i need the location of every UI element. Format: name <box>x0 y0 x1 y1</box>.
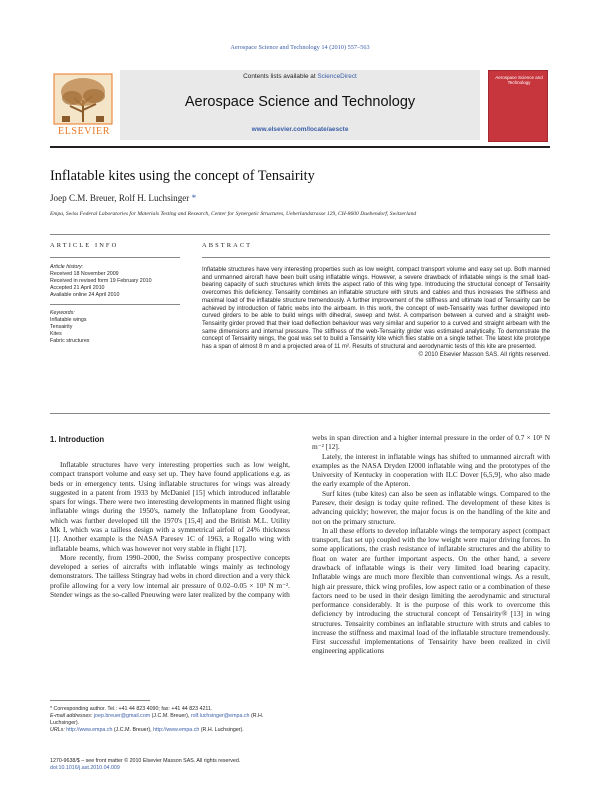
sciencedirect-link[interactable]: ScienceDirect <box>317 73 357 80</box>
article-title: Inflatable kites using the concept of Tensairity <box>50 168 315 184</box>
journal-url-link[interactable]: www.elsevier.com/locate/aescte <box>251 126 349 133</box>
email-link[interactable]: joep.breuer@gmail.com <box>93 713 151 719</box>
url-owner: (J.C.M. Breuer), <box>113 727 152 733</box>
article-info-block <box>50 264 180 345</box>
journal-title: Aerospace Science and Technology <box>184 94 416 110</box>
emails-label: E-mail addresses: <box>50 713 93 719</box>
section-heading-introduction: 1. Introduction <box>50 435 105 444</box>
intro-right-column <box>312 433 550 656</box>
issn-line: 1270-9638/$ – see front matter © 2010 Elsevier Masson SAS. All rights reserved. <box>50 758 241 764</box>
author-names: Joep C.M. Breuer, Rolf H. Luchsinger <box>50 193 190 203</box>
urls-label: URLs: <box>50 727 65 733</box>
keyword-item: Fabric structures <box>50 337 90 344</box>
url-link[interactable]: http://www.empa.ch <box>153 727 200 733</box>
abstract-label: ABSTRACT <box>202 242 253 249</box>
journal-cover-thumbnail <box>488 70 548 142</box>
intro-paragraph: In all these efforts to develop inflatable wings the temporary aspect (compact transport, fast set up) coupled with the low weight were major driving forces. In some applications, the crash resistance of inflatable structures and the ability to float on water are further important aspects. On the other hand, a severe drawback of inflatable wings is their very limited load bearing capacity. Inflatable wings are much more flexible than conventional wings. As a result, high air pressure, thick wing profiles, low aspect ratio or a combination of these factors need to be used in their design limiting the aerodynamic and structural performance considerably. It is the purpose of this work to overcome this deficiency by introducing the structural concept of Tensairity® [13] in wing structures. Tensairity combines an inflatable structure with struts and cables to increase the stiffness and maximal load of the inflatable structure tremendously. First successful implementations of Tensairity have been realized in civil engineering applications <box>312 525 550 656</box>
header-rule <box>50 146 550 148</box>
intro-left-column <box>50 460 290 599</box>
article-info-rule <box>50 257 180 258</box>
article-info-label: ARTICLE INFO <box>50 242 119 249</box>
keyword-item: Inflatable wings <box>50 316 87 323</box>
intro-paragraph: Lately, the interest in inflatable wings has shifted to unmanned aircraft with examples as the NASA Dryden I2000 inflatable wing and the prototypes of the University of Kentucky in cooperation with ILC Dover [6,5,9], who also made the early example of the Apteron. <box>312 451 550 489</box>
affiliation: Empa, Swiss Federal Laboratories for Materials Testing and Research, Center for Synergetic Structures, Ueberlandstrasse 129, CH-8600 Duebendorf, Switzerland <box>50 211 417 217</box>
email-owner: (J.C.M. Breuer), <box>151 713 190 719</box>
history-item: Received 18 November 2009 <box>50 271 119 277</box>
corresponding-author-mark[interactable]: * <box>191 193 197 203</box>
authors-line <box>50 193 550 203</box>
journal-url-line <box>120 126 480 133</box>
journal-reference[interactable]: Aerospace Science and Technology 14 (2010) 557–563 <box>230 44 370 51</box>
elsevier-wordmark: ELSEVIER <box>57 126 111 137</box>
history-item: Available online 24 April 2010 <box>50 292 120 298</box>
intro-paragraph: Surf kites (tube kites) can also be seen as inflatable wings. Compared to the Paresev, their design is today quite refined. The development of these kites is advancing quickly; however, the major focus is on the handling of the kite and not on the primary structure. <box>312 488 550 526</box>
keyword-item: Tensairity <box>50 323 73 330</box>
cover-title: Aerospace Science and Technology <box>495 75 543 86</box>
contents-line <box>120 73 480 80</box>
keywords-heading: Keywords: <box>50 309 75 316</box>
abstract-text: Inflatable structures have very interesting properties such as low weight, compact transport volume and easy set up. Both manned and unmanned aircraft have been built using inflatable wings. However, a severe drawback of inflatable wings is the small load-bearing capacity of such structures which limits the aspect ratio of this wing type. Introducing the structural concept of Tensairity overcomes this deficiency. Tensairity combines an inflatable structure with struts and cables and thus increases the stiffness and maximal load of the inflatable structure tremendously. A further improvement of the stiffness and ultimate load of Tensairity can be achieved by introduction of fabric webs into the airbeam. In this work, the concept of web-Tensairity was further developed into curved girders to be able to build wings with dihedral, sweep and twist. A comparison between a curved and a straight web-Tensairity girder proved that their load deflection behaviour was very similar and superior to a curved and straight airbeam with the same dimensions and internal pressure. The stiffness of the web-Tensairity girder was estimated analytically. To demonstrate the concept of Tensairity wings, the goal was set to build a Tensairity kite which flies stable on a single tether. The latest kite prototype has a span of almost 8 m and a projected area of 11 m². Results of structural and aerodynamic tests of this kite are presented. <box>202 267 550 351</box>
publication-info <box>50 758 290 772</box>
footnotes <box>50 706 290 734</box>
emails-line <box>50 713 290 727</box>
intro-paragraph: webs in span direction and a higher internal pressure in the order of 0.7 × 10⁵ N m⁻² [12]. <box>312 433 550 452</box>
abstract-block <box>202 267 550 359</box>
intro-paragraph: Inflatable structures have very interesting properties such as low weight, compact transport volume and easy set up. They have found applications e.g. as beds or in emergency tents. Using inflatable structures for wings was already suggested in a patent from 1933 by McDaniel [15] which introduced inflatable spars for wings. There were two interesting developments in manned flight using inflatable wings during the 1950's, namely the Inflatoplane from Goodyear, which was further developed till the 1970's [15,4] and the British M.L. Utility Mk I, which was a tailless design with a symmetrical airfoil of 24% thickness [1]. Another example is the NASA Paresev 1C of 1963, a Rogallo wing with inflatable beams, which was however not very stable in flight [17]. <box>50 460 290 553</box>
history-heading: Article history: <box>50 264 84 270</box>
url-owner: (R.H. Luchsinger). <box>200 727 244 733</box>
abstract-bottom-rule <box>50 413 550 414</box>
abstract-rule <box>202 257 550 258</box>
email-owner: (R.H. Luchsinger). <box>50 713 264 726</box>
footnote-rule <box>50 700 150 701</box>
email-link[interactable]: rolf.luchsinger@empa.ch <box>190 713 250 719</box>
doi-link[interactable]: doi:10.1016/j.ast.2010.04.009 <box>50 765 120 771</box>
journal-header <box>50 70 550 142</box>
history-item: Accepted 21 April 2010 <box>50 285 105 291</box>
contents-prefix: Contents lists available at <box>243 73 318 80</box>
corresponding-footnote: * Corresponding author. Tel.: +41 44 823 4090; fax: +41 44 823 4211. <box>50 706 213 712</box>
top-divider <box>50 234 550 235</box>
keywords-rule <box>50 304 180 305</box>
url-link[interactable]: http://www.empa.ch <box>66 727 113 733</box>
intro-paragraph: More recently, from 1990–2000, the Swiss company prospective concepts developed a series of aircrafts with inflatable wings mainly as technology demonstrators. The tailless Stingray had webs in chord direction and a very thick profile allowing for a very low internal air pressure of 0.02–0.05 × 10⁵ N m⁻². Stender wings as the so-called Pneuwing were later realized by the company with <box>50 552 290 599</box>
history-item: Received in revised form 19 February 2010 <box>50 278 152 284</box>
keyword-item: Kites <box>50 330 62 337</box>
abstract-copyright: © 2010 Elsevier Masson SAS. All rights reserved. <box>418 351 550 358</box>
journal-banner <box>120 70 480 140</box>
urls-line <box>50 727 290 734</box>
